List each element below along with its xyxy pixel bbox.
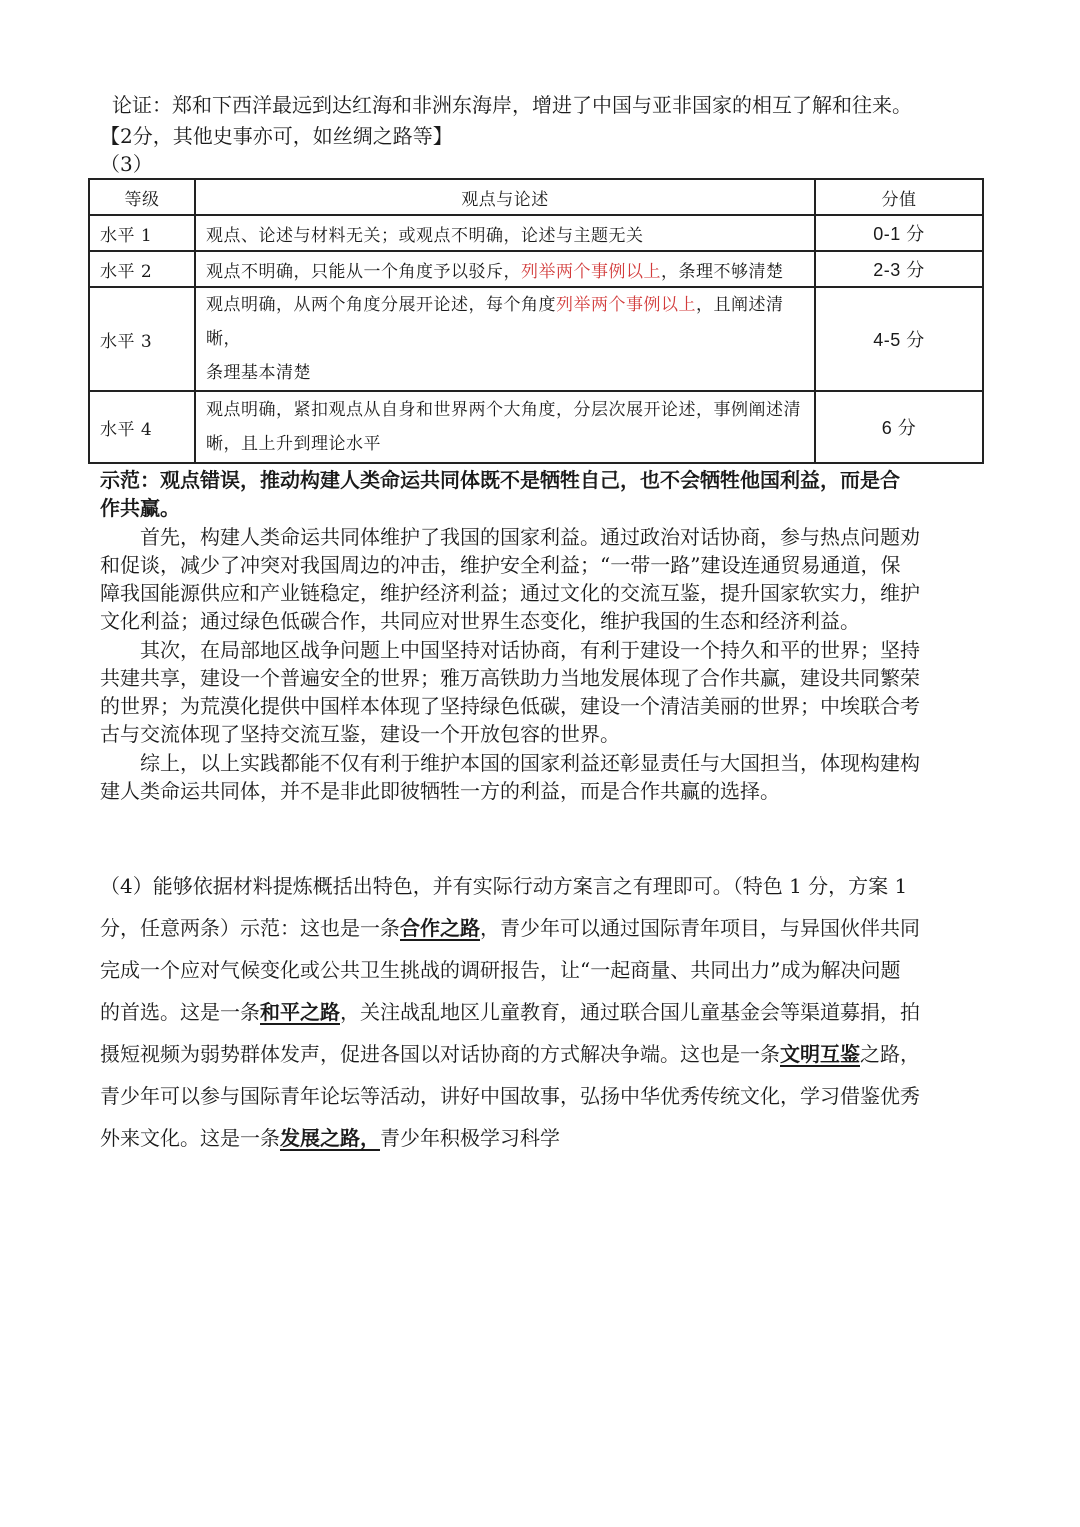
- scoring-table: [88, 178, 984, 464]
- row-score: 4-5 分: [815, 287, 983, 391]
- row-level: 水平 1: [89, 215, 195, 251]
- desc-text: ，条理不够清楚: [661, 261, 784, 282]
- desc-text: 观点不明确，只能从一个角度予以驳斥，: [206, 261, 521, 282]
- underlined-keyword: 合作之路: [400, 916, 480, 940]
- text-line: 完成一个应对气候变化或公共卫生挑战的调研报告，让“一起商量、共同出力”成为解决问题: [100, 958, 901, 982]
- text-span: 的首选。这是一条: [100, 1000, 260, 1024]
- desc-text: ，且阐述清晰，: [206, 295, 784, 349]
- row-desc: [195, 287, 815, 391]
- desc-text: 观点明确，从两个角度分展开论述，每个角度: [206, 295, 556, 315]
- text-line: [100, 1117, 980, 1159]
- sample-paragraph-3: [100, 749, 980, 805]
- row-level: 水平 4: [89, 391, 195, 463]
- sample-thesis-cont: 作共赢。: [100, 496, 180, 520]
- text-line: 共建共享，建设一个普遍安全的世界；雅万高铁助力当地发展体现了合作共赢，建设共同繁荣: [100, 666, 920, 690]
- text-span: 青少年积极学习科学: [380, 1126, 560, 1150]
- row-desc: [195, 251, 815, 287]
- desc-highlight: 列举两个事例以上: [521, 261, 661, 282]
- underlined-keyword: 和平之路: [260, 1000, 340, 1024]
- text-line: 青少年可以参与国际青年论坛等活动，讲好中国故事，弘扬中华优秀传统文化，学习借鉴优秀: [100, 1084, 920, 1108]
- row-desc: [195, 391, 815, 463]
- table-row: [89, 215, 983, 251]
- text-line: [100, 991, 980, 1033]
- text-line: 古与交流体现了坚持交流互鉴，建设一个开放包容的世界。: [100, 722, 620, 746]
- text-line: （4）能够依据材料提炼概括出特色，并有实际行动方案言之有理即可。（特色 1 分，方案 1: [100, 874, 908, 898]
- table-header-row: [89, 179, 983, 215]
- text-span: ，青少年可以通过国际青年项目，与异国伙伴共同: [480, 916, 920, 940]
- sample-paragraph-1: [100, 523, 980, 635]
- text-span: 分，任意两条）示范：这也是一条: [100, 916, 400, 940]
- row-score: 2-3 分: [815, 251, 983, 287]
- desc-highlight: 列举两个事例以上: [556, 295, 696, 315]
- text-line: 的世界；为荒漠化提供中国样本体现了坚持绿色低碳，建设一个清洁美丽的世界；中埃联合考: [100, 694, 920, 718]
- text-line: [100, 907, 980, 949]
- table-row: [89, 287, 983, 391]
- row-level: 水平 3: [89, 287, 195, 391]
- text-line: 文化利益；通过绿色低碳合作，共同应对世界生态变化，维护我国的生态和经济利益。: [100, 609, 860, 633]
- text-span: ，关注战乱地区儿童教育，通过联合国儿童基金会等渠道募捐，拍: [340, 1000, 920, 1024]
- desc-text: 晰，且上升到理论水平: [206, 434, 381, 454]
- row-score: 6 分: [815, 391, 983, 463]
- text-span: 外来文化。这是一条: [100, 1126, 280, 1150]
- intro-score-note: 【2分，其他史事亦可，如丝绸之路等】: [100, 124, 453, 148]
- desc-text: 观点明确，紧扣观点从自身和世界两个大角度，分层次展开论述，事例阐述清: [206, 400, 801, 420]
- text-line: [100, 1033, 980, 1075]
- text-span: 之路，: [860, 1042, 920, 1066]
- text-line: 首先，构建人类命运共同体维护了我国的国家利益。通过政治对话协商，参与热点问题劝: [100, 525, 920, 549]
- sample-paragraph-2: [100, 636, 980, 748]
- text-span: 摄短视频为弱势群体发声，促进各国以对话协商的方式解决争端。这也是一条: [100, 1042, 780, 1066]
- text-line: 综上，以上实践都能不仅有利于维护本国的国家利益还彰显责任与大国担当，体现构建构: [100, 751, 920, 775]
- underlined-keyword: 发展之路，: [280, 1126, 380, 1150]
- text-line: 其次，在局部地区战争问题上中国坚持对话协商，有利于建设一个持久和平的世界；坚持: [100, 638, 920, 662]
- intro-section-3: （3）: [100, 152, 153, 176]
- text-line: 和促谈，减少了冲突对我国周边的冲击，维护安全利益；“一带一路”建设连通贸易通道，保: [100, 553, 901, 577]
- text-line: 障我国能源供应和产业链稳定，维护经济利益；通过文化的交流互鉴，提升国家软实力，维护: [100, 581, 920, 605]
- intro-argument: 论证：郑和下西洋最远到达红海和非洲东海岸，增进了中国与亚非国家的相互了解和往来。: [112, 93, 912, 117]
- row-level: 水平 2: [89, 251, 195, 287]
- table-row: [89, 251, 983, 287]
- header-score: 分值: [815, 179, 983, 215]
- header-level: 等级: [89, 179, 195, 215]
- header-desc: 观点与论述: [195, 179, 815, 215]
- sample-thesis: 示范：观点错误，推动构建人类命运共同体既不是牺牲自己，也不会牺牲他国利益，而是合: [100, 468, 900, 492]
- row-score: 0-1 分: [815, 215, 983, 251]
- text-line: 建人类命运共同体，并不是非此即彼牺牲一方的利益，而是合作共赢的选择。: [100, 779, 780, 803]
- row-desc: 观点、论述与材料无关；或观点不明确，论述与主题无关: [195, 215, 815, 251]
- part-4: [100, 865, 980, 1159]
- table-row: [89, 391, 983, 463]
- underlined-keyword: 文明互鉴: [780, 1042, 860, 1066]
- desc-text: 条理基本清楚: [206, 363, 311, 383]
